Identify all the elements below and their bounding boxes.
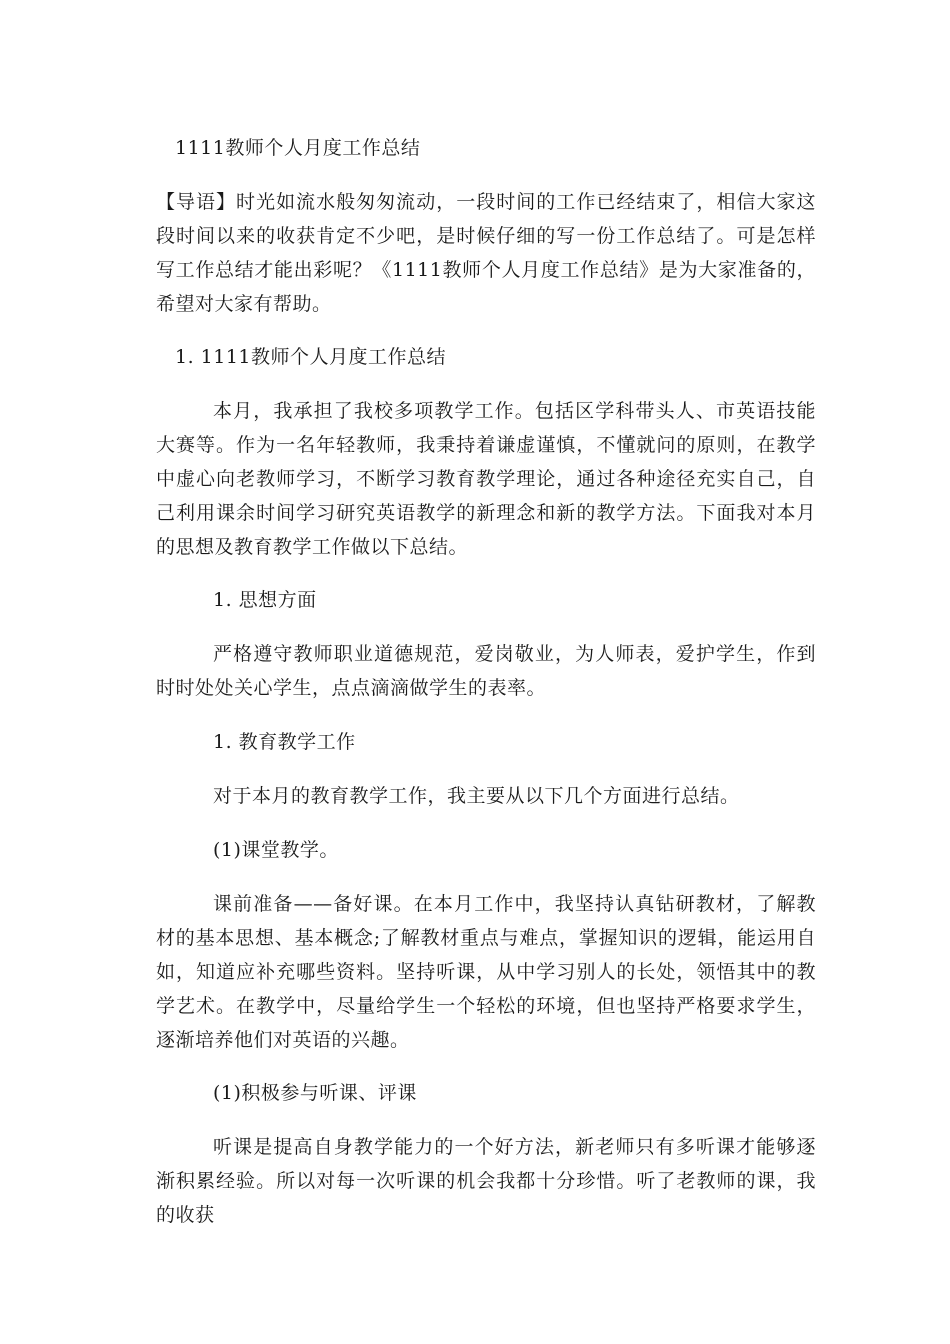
- teaching-intro-paragraph: 对于本月的教育教学工作，我主要从以下几个方面进行总结。: [213, 785, 740, 807]
- subsection-heading-teaching: 1. 教育教学工作: [213, 731, 356, 753]
- section-heading: 1. 1111教师个人月度工作总结: [175, 346, 447, 368]
- thought-paragraph: 严格遵守教师职业道德规范，爱岗敬业，为人师表，爱护学生，作到时时处处关心学生，点点滴滴做学生的表率。: [156, 643, 816, 699]
- body-paragraph: 本月，我承担了我校多项教学工作。包括区学科带头人、市英语技能大赛等。作为一名年轻教师，我秉持着谦虚谨慎，不懂就问的原则，在教学中虚心向老教师学习，不断学习教育教学理论，通过各种途径充实自己，自己利用课余时间学习研究英语教学的新理念和新的教学方法。下面我对本月的思想及教育教学工作做以下总结。: [156, 400, 816, 558]
- item-heading-listening: (1)积极参与听课、评课: [213, 1082, 417, 1104]
- listening-paragraph: 听课是提高自身教学能力的一个好方法，新老师只有多听课才能够逐渐积累经验。所以对每一次听课的机会我都十分珍惜。听了老教师的课，我的收获: [156, 1136, 816, 1226]
- item-heading-classroom: (1)课堂教学。: [213, 839, 339, 861]
- subsection-heading-thought: 1. 思想方面: [213, 589, 317, 611]
- document-title: 1111教师个人月度工作总结: [175, 137, 421, 159]
- intro-paragraph: 【导语】时光如流水般匆匆流动，一段时间的工作已经结束了，相信大家这段时间以来的收获肯定不少吧，是时候仔细的写一份工作总结了。可是怎样写工作总结才能出彩呢？《1111教师个人月度工作总结》是为大家准备的，希望对大家有帮助。: [156, 191, 816, 315]
- classroom-paragraph: 课前准备——备好课。在本月工作中，我坚持认真钻研教材，了解教材的基本思想、基本概念;了解教材重点与难点，掌握知识的逻辑，能运用自如，知道应补充哪些资料。坚持听课，从中学习别人的长处，领悟其中的教学艺术。在教学中，尽量给学生一个轻松的环境，但也坚持严格要求学生，逐渐培养他们对英语的兴趣。: [156, 893, 816, 1051]
